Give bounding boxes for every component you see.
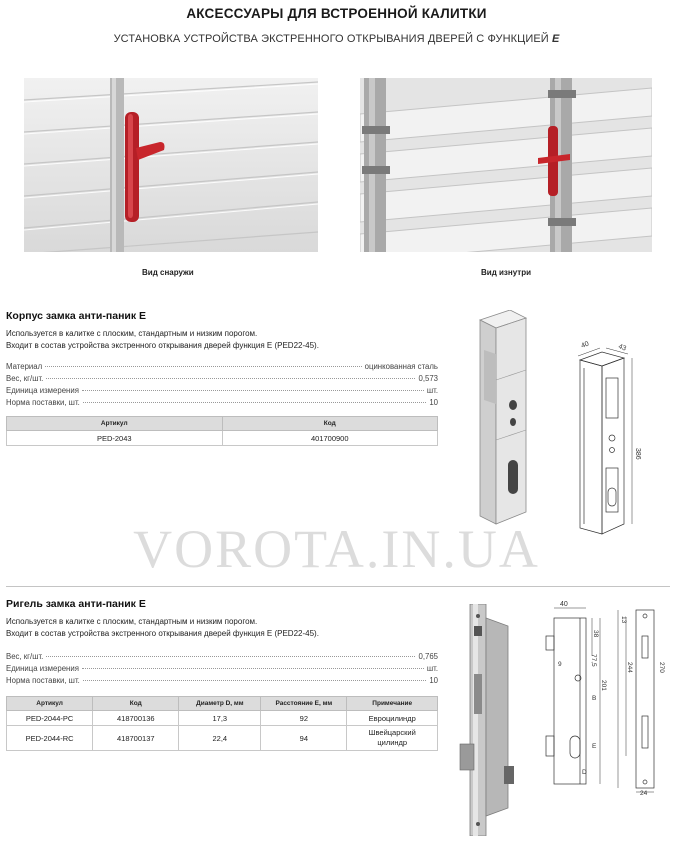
table-cell: 401700900: [222, 431, 438, 446]
caption-outside: Вид снаружи: [142, 268, 194, 277]
watermark: VOROTA.IN.UA: [133, 519, 540, 579]
section1-desc-line2: Входит в состав устройства экстренного открывания дверей функция Е (PED22-45).: [6, 341, 319, 350]
lock-bolt-drawing: [536, 596, 672, 796]
section2-prop-row: [6, 664, 438, 673]
prop-label: Вес, кг/шт.: [6, 374, 44, 383]
prop-value: 10: [429, 676, 438, 685]
section1-article-table: [6, 416, 438, 446]
section2-description: [6, 616, 446, 640]
photo-outside-view: [24, 78, 318, 252]
dim-b: B: [592, 695, 597, 702]
table-header-row: [7, 417, 438, 431]
prop-label: Вес, кг/шт.: [6, 652, 44, 661]
prop-value: 0,573: [418, 374, 438, 383]
table-cell: 17,3: [179, 711, 261, 726]
dim-d: D: [582, 769, 587, 776]
section-divider: [6, 586, 670, 587]
prop-value: 0,765: [418, 652, 438, 661]
dim-height: 386: [634, 448, 641, 460]
lock-housing-drawing: [566, 338, 658, 538]
table-header-cell: Код: [93, 697, 179, 711]
table-cell: PED-2044-PC: [7, 711, 93, 726]
table-cell: PED-2044-RC: [7, 726, 93, 751]
section1-prop-row: [6, 362, 438, 371]
dim-270: 270: [658, 662, 665, 673]
caption-inside: Вид изнутри: [481, 268, 531, 277]
prop-value: шт.: [426, 664, 438, 673]
table-header-cell: Код: [222, 417, 438, 431]
page-title: АКСЕССУАРЫ ДЛЯ ВСТРОЕННОЙ КАЛИТКИ: [186, 6, 487, 21]
prop-value: оцинкованная сталь: [364, 362, 438, 371]
section1-title: Корпус замка анти-паник E: [6, 310, 147, 322]
outside-door-illustration: [24, 78, 318, 252]
section2-desc-line1: Используется в калитке с плоским, стандартным и низким порогом.: [6, 617, 258, 626]
dim-13: 13: [620, 616, 627, 624]
prop-value: шт.: [426, 386, 438, 395]
table-header-cell: Артикул: [7, 417, 223, 431]
dim-top-width: 40: [560, 601, 568, 608]
section1-prop-row: [6, 386, 438, 395]
table-cell: Евроцилиндр: [347, 711, 438, 726]
table-header-cell: Артикул: [7, 697, 93, 711]
lock-housing-photo: [468, 310, 538, 530]
photo-inside-view: [360, 78, 652, 252]
dim-38: 38: [592, 630, 599, 638]
table-cell: PED-2043: [7, 431, 223, 446]
section1-description: [6, 328, 446, 352]
prop-label: Материал: [6, 362, 43, 371]
dim-77-5: 77,5: [590, 654, 597, 667]
section2-article-table: [6, 696, 438, 751]
table-cell: 94: [261, 726, 347, 751]
table-row: [7, 431, 438, 446]
section2-prop-row: [6, 652, 438, 661]
table-row: [7, 726, 438, 751]
dim-201: 201: [600, 680, 607, 691]
section2-desc-line2: Входит в состав устройства экстренного открывания дверей функция Е (PED22-45).: [6, 629, 319, 638]
page-subtitle: [0, 33, 673, 45]
dim-244: 244: [626, 662, 633, 673]
inside-door-illustration: [360, 78, 652, 252]
table-cell: 22,4: [179, 726, 261, 751]
dim-24: 24: [640, 790, 648, 796]
table-cell: Швейцарский цилиндр: [347, 726, 438, 751]
section1-prop-row: [6, 398, 438, 407]
subtitle-text: УСТАНОВКА УСТРОЙСТВА ЭКСТРЕННОГО ОТКРЫВАНИЯ ДВЕРЕЙ С ФУНКЦИЕЙ: [113, 33, 549, 45]
section1-prop-row: [6, 374, 438, 383]
table-header-cell: Примечание: [347, 697, 438, 711]
dim-9: 9: [558, 661, 562, 668]
section2-title: Ригель замка анти-паник E: [6, 598, 146, 610]
table-row: [7, 711, 438, 726]
dim-width: 40: [580, 340, 591, 350]
table-header-cell: Расстояние E, мм: [261, 697, 347, 711]
dim-depth: 43: [617, 343, 628, 353]
table-cell: 418700137: [93, 726, 179, 751]
table-cell: 92: [261, 711, 347, 726]
prop-label: Норма поставки, шт.: [6, 676, 80, 685]
table-header-row: [7, 697, 438, 711]
prop-label: Единица измерения: [6, 386, 79, 395]
subtitle-function-letter: E: [551, 33, 560, 45]
dim-e: E: [592, 743, 597, 750]
table-header-cell: Диаметр D, мм: [179, 697, 261, 711]
table-cell: 418700136: [93, 711, 179, 726]
section2-prop-row: [6, 676, 438, 685]
prop-label: Единица измерения: [6, 664, 79, 673]
section1-desc-line1: Используется в калитке с плоским, стандартным и низким порогом.: [6, 329, 258, 338]
prop-label: Норма поставки, шт.: [6, 398, 80, 407]
lock-bolt-photo: [456, 604, 526, 836]
prop-value: 10: [429, 398, 438, 407]
